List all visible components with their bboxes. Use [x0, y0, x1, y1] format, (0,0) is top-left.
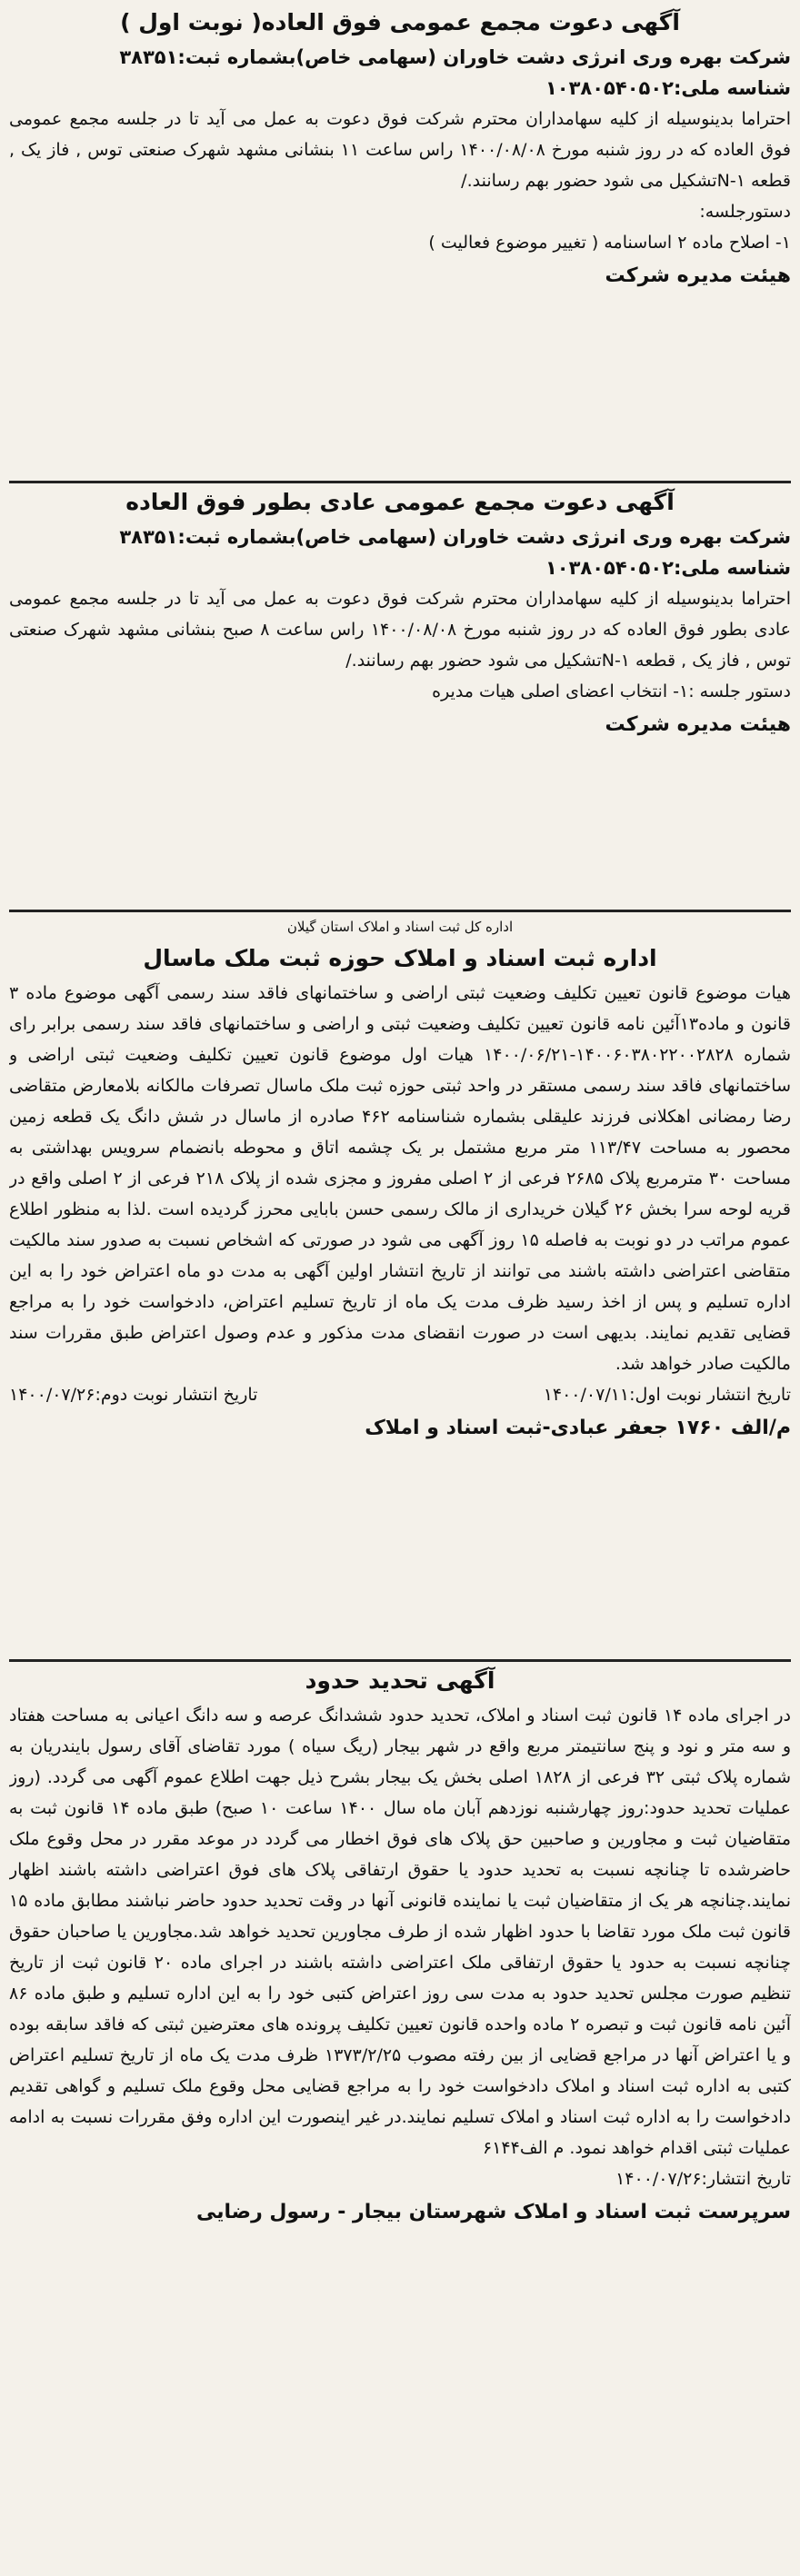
org-name: اداره کل ثبت اسناد و املاک استان گیلان	[286, 919, 514, 935]
national-id: شناسه ملی:۱۰۳۸۰۵۴۰۵۰۲	[545, 557, 791, 579]
notice-boundary-determination	[9, 1662, 791, 2571]
agenda: دستور جلسه :۱- انتخاب اعضای اصلی هیات مدیره	[432, 681, 791, 701]
notice-title: آگهی تحدید حدود	[305, 1667, 495, 1694]
national-id: شناسه ملی:۱۰۳۸۰۵۴۰۵۰۲	[545, 77, 791, 99]
notice-body: در اجرای ماده ۱۴ قانون ثبت اسناد و املاک، تحدید حدود ششدانگ عرصه و سه دانگ اعیانی به مساحت هفتاد و سه متر و نود و پنج سانتیمتر مربع واقع در شهر بیجار (ریگ سیاه ) مورد تقاضای آقای رسول بایندریان به شماره پلاک ثبتی ۳۲ فرعی از ۱۸۲۸ اصلی بخش یک بیجار بشرح ذیل جهت اطلاع عموم آگهی می گردد. (روز عملیات تحدید حدود:روز چهارشنبه نوزدهم آبان ماه سال ۱۴۰۰ ساعت ۱۰ صبح) طبق ماده ۱۴ قانون ثبت به متقاضیان ثبت و مجاورین و صاحبین حق پلاک های فوق اخطار می گردد در موعد مقرر در محل وقوع ملک حاضرشده تا چنانچه نسبت به تحدید حدود یا حقوق ارتفاقی پلاک های فوق اعتراضی داشته باشند اظهار نمایند.چنانچه هر یک از متقاضیان ثبت یا نماینده قانونی آنها در وقت تحدید حدود حاضر نباشند مطابق ماده ۱۵ قانون ثبت ملک مورد تقاضا با حدود اظهار شده از طرف مجاورین تحدید خواهد شد.مجاورین یا صاحبان حقوق چنانچه نسبت به حدود یا حقوق ارتفاقی ملک اعتراضی داشته باشند در اجرای ماده ۲۰ قانون ثبت از تاریخ تنظیم صورت مجلس تحدید حدود به مدت سی روز اعتراض کتبی خود را به این اداره تسلیم و طبق ماده ۸۶ آئین نامه قانون ثبت و تبصره ۲ ماده واحده قانون تعیین تکلیف پرونده های معترضین ثبتی که فاقد سابقه بوده و یا اعتراض آنها در مراجع قضایی از بین رفته مصوب ۱۳۷۳/۲/۲۵ ظرف مدت یک ماه از تاریخ تسلیم اعتراض کتبی به اداره ثبت اسناد و املاک دادخواست خود را به مراجع قضایی محل وقوع ملک تسلیم و گواهی تقدیم دادخواست را به اداره ثبت اسناد و املاک تسلیم نمایند.در غیر اینصورت این اداره وفق مقررات نسبت به ادامه عملیات ثبتی اقدام خواهد نمود. م الف۶۱۴۴	[9, 1706, 791, 2158]
company-name: شرکت بهره وری انرژی دشت خاوران (سهامی خاص)بشماره ثبت:۳۸۳۵۱	[119, 46, 791, 68]
publish-date: تاریخ انتشار:۱۴۰۰/۰۷/۲۶	[615, 2169, 791, 2189]
agenda-label: دستورجلسه:	[699, 202, 791, 222]
notice-title: آگهی دعوت مجمع عمومی عادی بطور فوق العاده	[125, 489, 675, 515]
signature: م/الف ۱۷۶۰ جعفر عبادی-ثبت اسناد و املاک	[365, 1417, 791, 1439]
signature: سرپرست ثبت اسناد و املاک شهرستان بیجار - رسول رضایی	[196, 2201, 791, 2223]
notice-title: آگهی دعوت مجمع عمومی فوق العاده( نوبت اول )	[120, 9, 680, 35]
notice-ordinary-meeting	[9, 483, 791, 912]
notice-body: احتراما بدینوسیله از کلیه سهامداران محترم شرکت فوق دعوت به عمل می آید تا در جلسه مجمع عمومی فوق العاده که در روز شنبه مورخ ۱۴۰۰/۰۸/۰۸ راس ساعت ۱۱ بنشانی مشهد شهرک صنعتی توس , فاز یک , قطعه N-۱تشکیل می شود حضور بهم رسانند./	[9, 109, 791, 191]
notice-title: اداره ثبت اسناد و املاک حوزه ثبت ملک ماسال	[143, 945, 657, 971]
company-name: شرکت بهره وری انرژی دشت خاوران (سهامی خاص)بشماره ثبت:۳۸۳۵۱	[119, 526, 791, 548]
signature: هیئت مدیره شرکت	[605, 713, 791, 736]
publish-date-first: تاریخ انتشار نوبت اول:۱۴۰۰/۰۷/۱۱	[543, 1385, 791, 1405]
publish-date-second: تاریخ انتشار نوبت دوم:۱۴۰۰/۰۷/۲۶	[9, 1385, 258, 1405]
publish-dates	[9, 1379, 791, 1410]
signature: هیئت مدیره شرکت	[605, 264, 791, 287]
notice-body: هیات موضوع قانون تعیین تکلیف وضعیت ثبتی اراضی و ساختمانهای فاقد سند رسمی آگهی موضوع ماده ۳ قانون و ماده۱۳آئین نامه قانون تعیین تکلیف وضعیت ثبتی و اراضی و ساختمانهای فاقد سند رسمی برابر رای شماره ۱۴۰۰۶۰۳۸۰۲۲۰۰۲۸۲۸-۱۴۰۰/۰۶/۲۱ هیات اول موضوع قانون تعیین تکلیف وضعیت ثبتی اراضی و ساختمانهای فاقد سند رسمی مستقر در واحد ثبتی حوزه ثبت ملک ماسال تصرفات مالکانه بلامعارض متقاضی رضا رمضانی اهکلانی فرزند علیقلی بشماره شناسنامه ۴۶۲ صادره از ماسال در شش دانگ یک قطعه زمین محصور به مساحت ۱۱۳/۴۷ متر مربع مشتمل بر یک چشمه اتاق و محوطه بانضمام سرویس بهداشتی به مساحت ۳۰ مترمربع پلاک ۲۶۸۵ فرعی از ۲ اصلی مفروز و مجزی شده از پلاک ۲۱۸ فرعی از ۲ اصلی واقع در قریه لوحه سرا بخش ۲۶ گیلان خریداری از مالک رسمی حسن بابایی محرز گردیده است .لذا به منظور اطلاع عموم مراتب در دو نوبت به فاصله ۱۵ روز آگهی می شود در صورتی که اشخاص نسبت به صدور سند مالکیت متقاضی اعتراضی داشته باشند می توانند از تاریخ انتشار اولین آگهی به مدت دو ماه اعتراض خود را به این اداره تسلیم و پس از اخذ رسید ظرف مدت یک ماه از تاریخ تسلیم اعتراض، دادخواست خود را به مراجع قضایی تقدیم نمایند. بدیهی است در صورت انقضای مدت مذکور و عدم وصول اعتراض طبق مقررات سند مالکیت صادر خواهد شد.	[9, 983, 791, 1374]
notice-land-registry-masal	[9, 912, 791, 1662]
notice-body: احتراما بدینوسیله از کلیه سهامداران محترم شرکت فوق دعوت به عمل می آید تا در جلسه مجمع عمومی عادی بطور فوق العاده که در روز شنبه مورخ ۱۴۰۰/۰۸/۰۸ راس ساعت ۸ صبح بنشانی مشهد شهرک صنعتی توس , فاز یک , قطعه N-۱تشکیل می شود حضور بهم رسانند./	[9, 589, 791, 671]
notice-extraordinary-meeting	[9, 4, 791, 483]
agenda-item: ۱- اصلاح ماده ۲ اساسنامه ( تغییر موضوع فعالیت )	[428, 233, 791, 253]
